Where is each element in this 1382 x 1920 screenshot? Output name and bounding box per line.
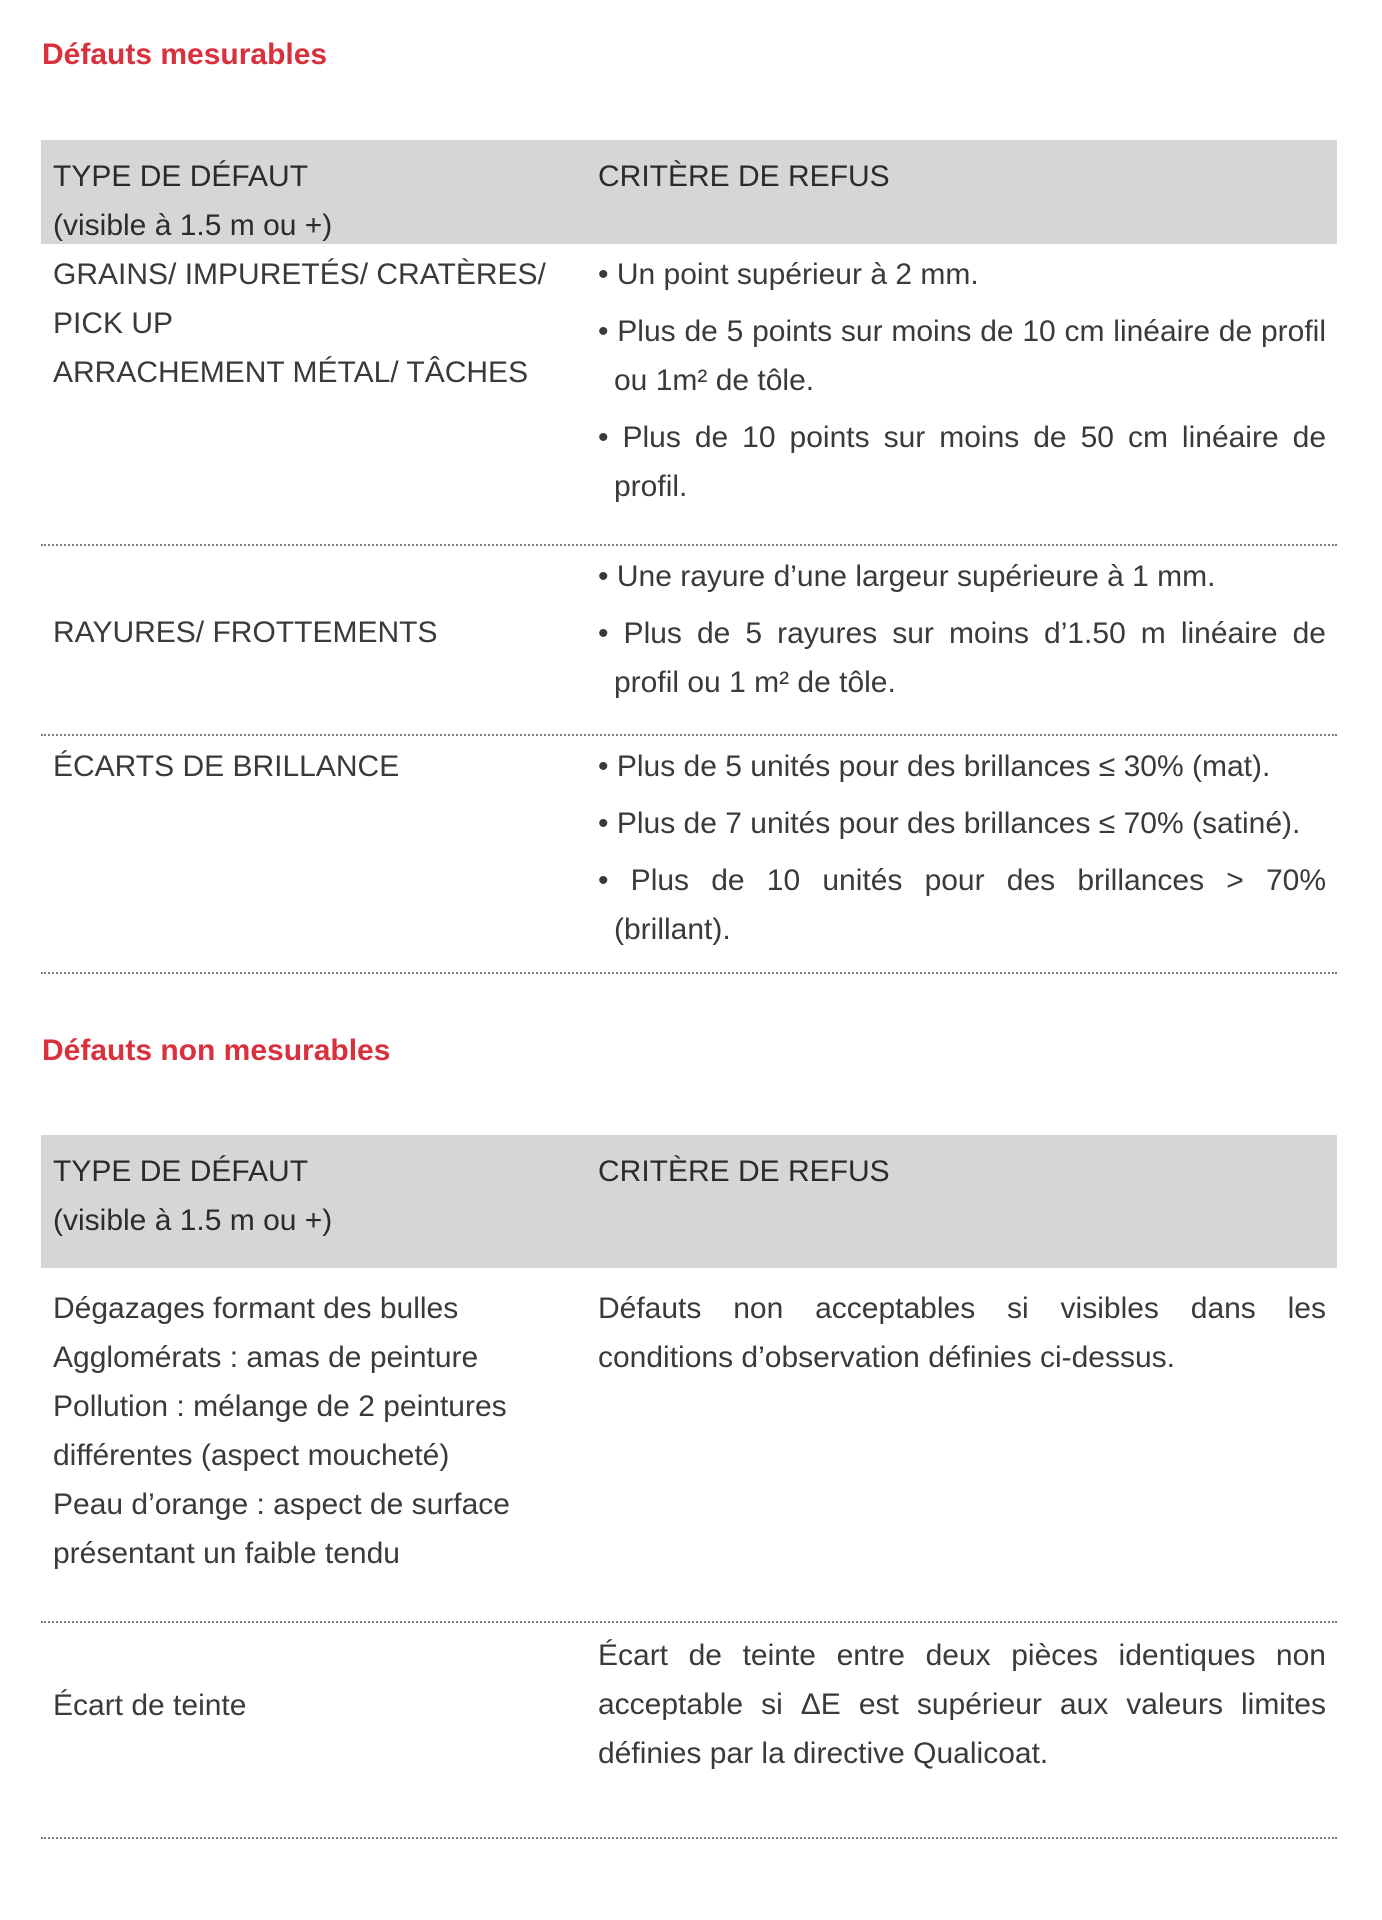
- table-header: [41, 140, 1337, 244]
- rejection-criteria: Défauts non acceptables si visibles dans les conditions d’observation définies ci-dessus.: [598, 1292, 1326, 1374]
- rejection-criteria: Écart de teinte entre deux pièces identiques non acceptable si ΔE est supérieur aux valeurs limites définies par la directive Qualicoat.: [598, 1639, 1326, 1770]
- table-row: [41, 1268, 1337, 1623]
- table-row: [41, 736, 1337, 974]
- non-measurable-defects-table: [41, 1135, 1337, 1839]
- header-col-criteria: CRITÈRE DE REFUS: [598, 160, 890, 193]
- table-row: [41, 546, 1337, 736]
- section-title-measurable: Défauts mesurables: [42, 38, 328, 71]
- table-row: [41, 244, 1337, 546]
- defect-type: RAYURES/ FROTTEMENTS: [53, 616, 438, 649]
- measurable-defects-table: [41, 140, 1337, 974]
- defect-type: Dégazages formant des bulles Agglomérats : amas de peinture Pollution : mélange de 2 peintures différentes (aspect moucheté) Peau d’orange : aspect de surface présentant un faible tendu: [53, 1292, 510, 1570]
- header-col-criteria: CRITÈRE DE REFUS: [598, 1155, 890, 1188]
- section-title-non-measurable: Défauts non mesurables: [42, 1034, 391, 1067]
- defect-type: GRAINS/ IMPURETÉS/ CRATÈRES/ PICK UP ARRACHEMENT MÉTAL/ TÂCHES: [53, 258, 546, 389]
- defect-type: Écart de teinte: [53, 1689, 247, 1722]
- rejection-criteria: • Une rayure d’une largeur supérieure à 1 mm. • Plus de 5 rayures sur moins d’1.50 m linéaire de profil ou 1 m² de tôle.: [598, 560, 1326, 699]
- header-col-type: TYPE DE DÉFAUT (visible à 1.5 m ou +): [53, 1155, 333, 1237]
- table-header: [41, 1135, 1337, 1268]
- rejection-criteria: • Un point supérieur à 2 mm. • Plus de 5 points sur moins de 10 cm linéaire de profil ou 1m² de tôle. • Plus de 10 points sur moins de 50 cm linéaire de profil.: [598, 258, 1326, 503]
- defect-type: ÉCARTS DE BRILLANCE: [53, 750, 400, 783]
- header-col-type: TYPE DE DÉFAUT (visible à 1.5 m ou +): [53, 160, 333, 242]
- rejection-criteria: • Plus de 5 unités pour des brillances ≤ 30% (mat). • Plus de 7 unités pour des brillances ≤ 70% (satiné). • Plus de 10 unités pour des brillances > 70% (brillant).: [598, 750, 1326, 946]
- table-row: [41, 1623, 1337, 1839]
